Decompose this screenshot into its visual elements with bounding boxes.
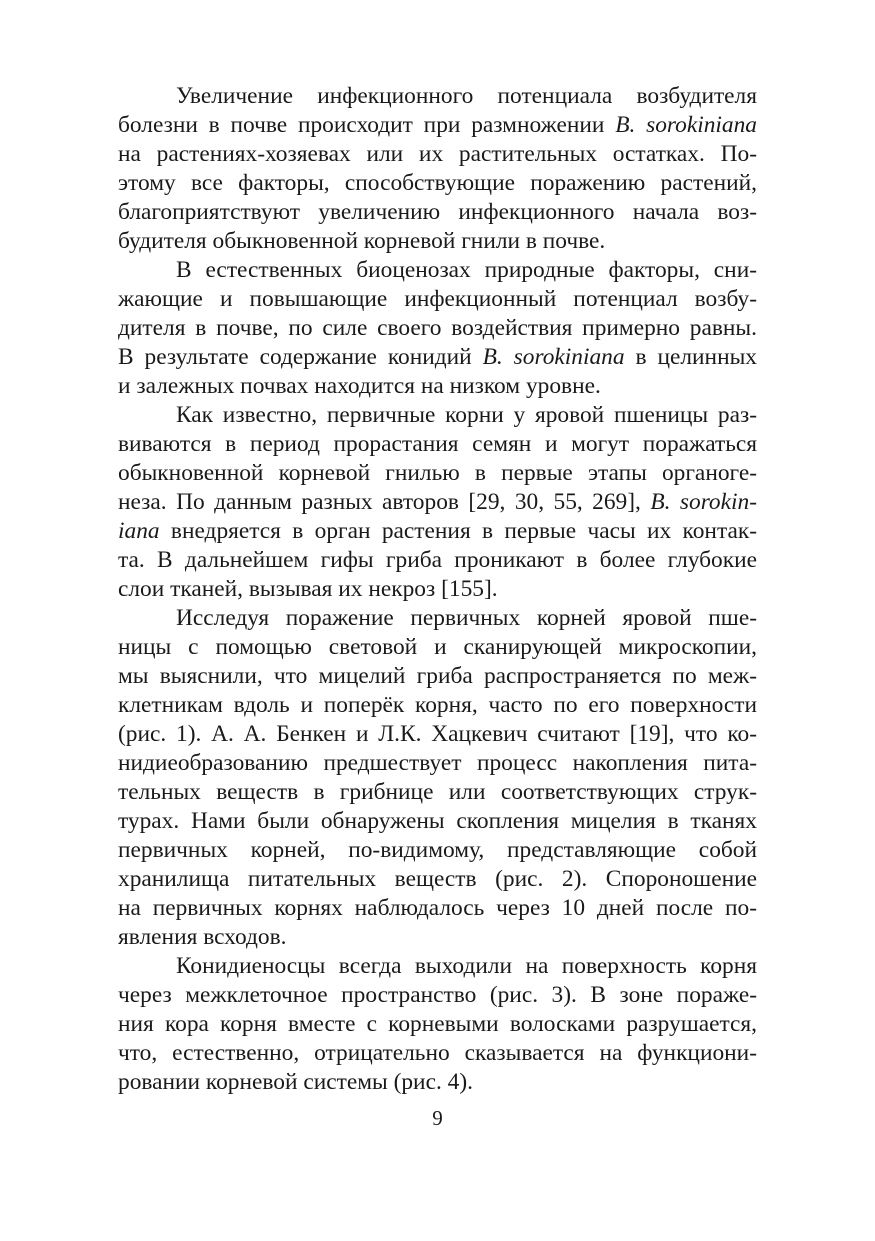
paragraph [118,401,757,604]
paragraph [118,256,757,401]
paragraph [118,82,757,256]
paragraph [118,604,757,952]
text-line: болезни в почве происходит при размножении B. sorokiniana [118,112,757,138]
text-line: (рис. 1). А. А. Бенкен и Л.К. Хацкевич считают [19], что ко- [118,721,757,747]
text-line: благоприятствуют увеличению инфекционного начала воз- [118,199,757,225]
text-line: Исследуя поражение первичных корней яровой пше- [176,605,757,631]
text-line: и залежных почвах находится на низком уровне. [118,373,601,399]
text-line: клетникам вдоль и поперёк корня, часто по его поверхности [118,692,757,718]
text-line: ницы с помощью световой и сканирующей микроскопии, [118,634,757,660]
text-line: обыкновенной корневой гнилью в первые этапы органоге- [118,460,757,486]
text-line: мы выяснили, что мицелий гриба распространяется по меж- [118,663,757,689]
text-line: будителя обыкновенной корневой гнили в почве. [118,228,606,254]
text-line: Как известно, первичные корни у яровой пшеницы раз- [176,402,757,428]
text-line: Увеличение инфекционного потенциала возбудителя [176,83,757,109]
text-line: этому все факторы, способствующие поражению растений, [118,170,757,196]
text-line: что, естественно, отрицательно сказывается на функциони- [118,1040,757,1066]
text-line: турах. Нами были обнаружены скопления мицелия в тканях [118,808,757,834]
text-line: Конидиеносцы всегда выходили на поверхность корня [176,953,757,979]
text-line: жающие и повышающие инфекционный потенциал возбу- [118,286,757,312]
text-line: ния кора корня вместе с корневыми волосками разрушается, [118,1011,757,1037]
text-line: слои тканей, вызывая их некроз [155]. [118,576,498,602]
text-line: ровании корневой системы (рис. 4). [118,1069,473,1095]
text-line: хранилища питательных веществ (рис. 2). Спороношение [118,866,757,892]
text-line: та. В дальнейшем гифы гриба проникают в более глубокие [118,547,757,573]
text-line: дителя в почве, по силе своего воздействия примерно равны. [118,315,757,341]
text-line: на растениях-хозяевах или их растительных остатках. По- [118,141,757,167]
paragraph [118,952,757,1097]
page-body [118,82,757,1097]
text-line: В результате содержание конидий B. sorokiniana в целинных [118,344,757,370]
page-number: 9 [432,1106,443,1130]
text-line: нидиеобразованию предшествует процесс накопления пита- [118,750,757,776]
text-line: первичных корней, по-видимому, представляющие собой [118,837,757,863]
text-line: тельных веществ в грибнице или соответствующих струк- [118,779,757,805]
text-line: виваются в период прорастания семян и могут поражаться [118,431,757,457]
text-line: через межклеточное пространство (рис. 3). В зоне пораже- [118,982,757,1008]
text-line: В естественных биоценозах природные факторы, сни- [176,257,757,283]
text-line: на первичных корнях наблюдалось через 10 дней после по- [118,895,757,921]
text-line: явления всходов. [118,924,287,950]
text-line: iana внедряется в орган растения в первые часы их контак- [118,518,757,544]
text-line: неза. По данным разных авторов [29, 30, 55, 269], B. sorokin- [118,489,757,515]
